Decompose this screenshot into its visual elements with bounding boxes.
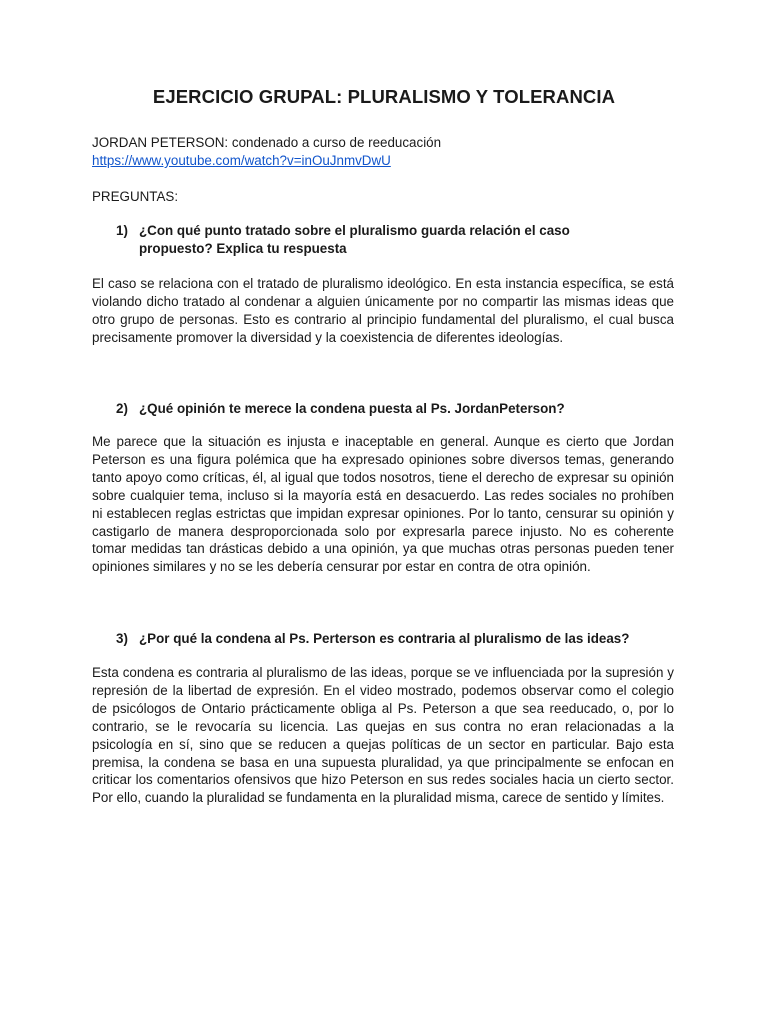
document-title: EJERCICIO GRUPAL: PLURALISMO Y TOLERANCIA: [152, 86, 616, 107]
question-1-number: 1): [116, 223, 128, 238]
answer-1: El caso se relaciona con el tratado de pluralismo ideológico. En esta instancia específica, se está violando dicho tratado al condenar a alguien únicamente por no compartir las mismas ideas que otro grupo de personas. Esto es contrario al principio fundamental del pluralismo, el cual busca precisamente promover la diversidad y la coexistencia de diferentes ideologías.: [92, 276, 674, 345]
video-link[interactable]: https://www.youtube.com/watch?v=inOuJnmvDwU: [92, 153, 391, 168]
video-subtitle: JORDAN PETERSON: condenado a curso de reeducación: [92, 135, 442, 150]
question-3-text: ¿Por qué la condena al Ps. Perterson es contraria al pluralismo de las ideas?: [139, 631, 630, 646]
question-1-text: ¿Con qué punto tratado sobre el pluralismo guarda relación el caso propuesto? Explica tu respuesta: [139, 223, 570, 256]
question-2-number: 2): [116, 401, 128, 416]
question-3: [116, 630, 676, 648]
question-2-text: ¿Qué opinión te merece la condena puesta al Ps. JordanPeterson?: [139, 401, 565, 416]
preguntas-label: PREGUNTAS:: [92, 189, 179, 204]
question-3-number: 3): [116, 631, 128, 646]
question-2: [116, 400, 676, 418]
question-1: [116, 222, 606, 257]
answer-2: Me parece que la situación es injusta e inaceptable en general. Aunque es cierto que Jordan Peterson es una figura polémica que ha expresado opiniones sobre diversos temas, generando tanto apoyo como críticas, él, al igual que todos nosotros, tiene el derecho de expresar su opinión sobre cualquier tema, incluso si la mayoría está en desacuerdo. Las redes sociales no prohíben ni establecen reglas estrictas que impidan expresar opiniones. Por lo tanto, censurar su opinión y castigarlo de manera desproporcionada solo por expresarla parece injusto. No es coherente tomar medidas tan drásticas debido a una opinión, ya que muchas otras personas pueden tener opiniones similares y no se les debería censurar por estar en contra de otra opinión.: [92, 434, 674, 575]
video-link-line: [92, 152, 391, 170]
answer-3: Esta condena es contraria al pluralismo de las ideas, porque se ve influenciada por la supresión y represión de la libertad de expresión. En el video mostrado, podemos observar como el colegio de psicólogos de Ontario prácticamente obliga al Ps. Peterson a que sea reeducado, o, por lo contrario, se le revocaría su licencia. Las quejas en sus contra no eran relacionadas a la psicología en sí, sino que se reducen a quejas políticas de un sector en particular. Bajo esta premisa, la condena se basa en una supuesta pluralidad, ya que principalmente se enfocan en criticar los comentarios ofensivos que hizo Peterson en sus redes sociales hacia un cierto sector. Por ello, cuando la pluralidad se fundamenta en la pluralidad misma, carece de sentido y límites.: [92, 665, 674, 806]
